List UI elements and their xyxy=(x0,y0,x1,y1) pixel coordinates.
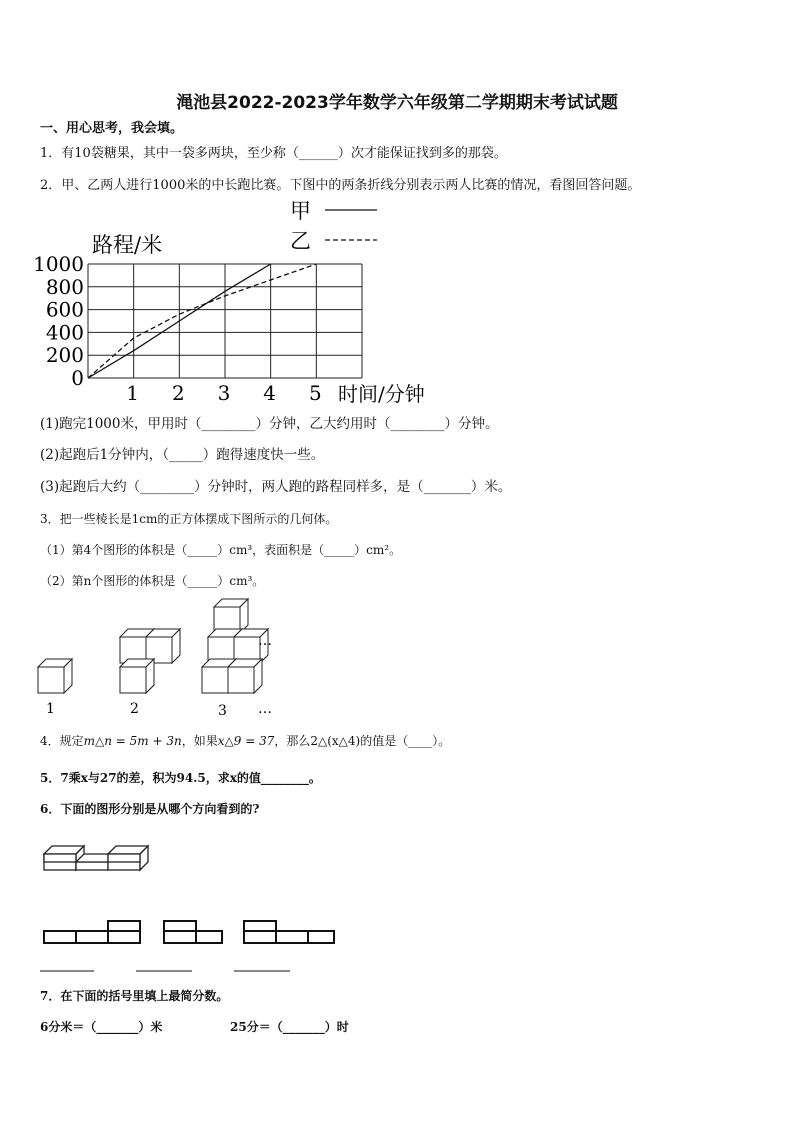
cube xyxy=(146,629,180,663)
x-tick-label: 4 xyxy=(263,381,277,405)
formula-expression: 2△(x△4) xyxy=(310,734,361,748)
figure-label: 2 xyxy=(130,701,139,717)
cube xyxy=(228,659,262,693)
question-4-mid: ，如果 xyxy=(181,734,218,748)
line-chart xyxy=(30,198,450,408)
ellipsis: … xyxy=(258,701,272,717)
section-heading: 一、用心思考，我会填。 xyxy=(40,121,184,136)
legend-label: 乙 xyxy=(290,229,311,253)
y-tick-label: 200 xyxy=(45,343,84,368)
question-2: 2．甲、乙两人进行1000米的中长跑比赛。下图中的两条折线分别表示两人比赛的情况，看图回答问题。 xyxy=(40,178,641,193)
question-2-part-1: (1)跑完1000米，甲用时（________）分钟，乙大约用时（________）分钟。 xyxy=(40,416,499,432)
x-tick-label: 2 xyxy=(171,381,185,405)
question-7-item-b: 25分＝（_______）时 xyxy=(230,1020,349,1034)
y-tick-label: 600 xyxy=(45,297,84,322)
series-line-yi xyxy=(88,264,316,378)
x-tick-label: 5 xyxy=(308,381,322,405)
block-solid-figure xyxy=(40,840,160,875)
x-tick-label: 3 xyxy=(217,381,231,405)
figure-label: 1 xyxy=(46,701,55,717)
question-3: 3．把一些棱长是1cm的正方体摆成下图所示的几何体。 xyxy=(40,512,338,526)
question-7: 7．在下面的括号里填上最简分数。 xyxy=(40,989,229,1003)
question-2-part-2: (2)起跑后1分钟内，（_____）跑得速度快一些。 xyxy=(40,447,325,463)
question-2-part-3: (3)起跑后大约（________）分钟时，两人跑的路程同样多，是（_______）米。 xyxy=(40,479,512,495)
question-7-item-a: 6分米＝（_______）米 xyxy=(40,1020,163,1034)
question-3-part-1: （1）第4个图形的体积是（_____）cm³，表面积是（_____）cm²。 xyxy=(40,543,402,557)
question-4 xyxy=(40,733,450,749)
question-5: 5．7乘x与27的差，积为94.5，求x的值________。 xyxy=(40,771,321,785)
figure-label: 3 xyxy=(218,703,227,719)
question-4-prefix: 4．规定 xyxy=(40,734,84,748)
y-tick-label: 1000 xyxy=(33,252,84,276)
ellipsis: … xyxy=(258,633,272,649)
y-axis-label: 路程/米 xyxy=(92,233,163,257)
view-drawings xyxy=(40,915,340,975)
formula-rule: m△n = 5m + 3n xyxy=(83,734,182,748)
question-4-suffix: 的值是（____）。 xyxy=(360,734,451,748)
cube xyxy=(38,659,72,693)
formula-condition: x△9 = 37 xyxy=(217,734,275,748)
page-title: 渑池县2022-2023学年数学六年级第二学期期末考试试题 xyxy=(176,93,618,113)
y-tick-label: 0 xyxy=(71,366,84,390)
question-6: 6．下面的图形分别是从哪个方向看到的? xyxy=(40,802,260,816)
y-tick-label: 400 xyxy=(45,320,84,345)
question-4-mid2: ，那么 xyxy=(274,734,311,748)
question-3-part-2: （2）第n个图形的体积是（_____）cm³。 xyxy=(40,574,265,588)
cube xyxy=(120,659,154,693)
question-1: 1．有10袋糖果，其中一袋多两块，至少称（______）次才能保证找到多的那袋。 xyxy=(40,146,507,161)
x-axis-label: 时间/分钟 xyxy=(338,382,425,406)
x-tick-label: 1 xyxy=(126,381,140,405)
cube xyxy=(214,599,248,633)
cube-figures xyxy=(30,595,310,720)
y-tick-label: 800 xyxy=(45,274,84,299)
legend-label: 甲 xyxy=(290,199,311,223)
